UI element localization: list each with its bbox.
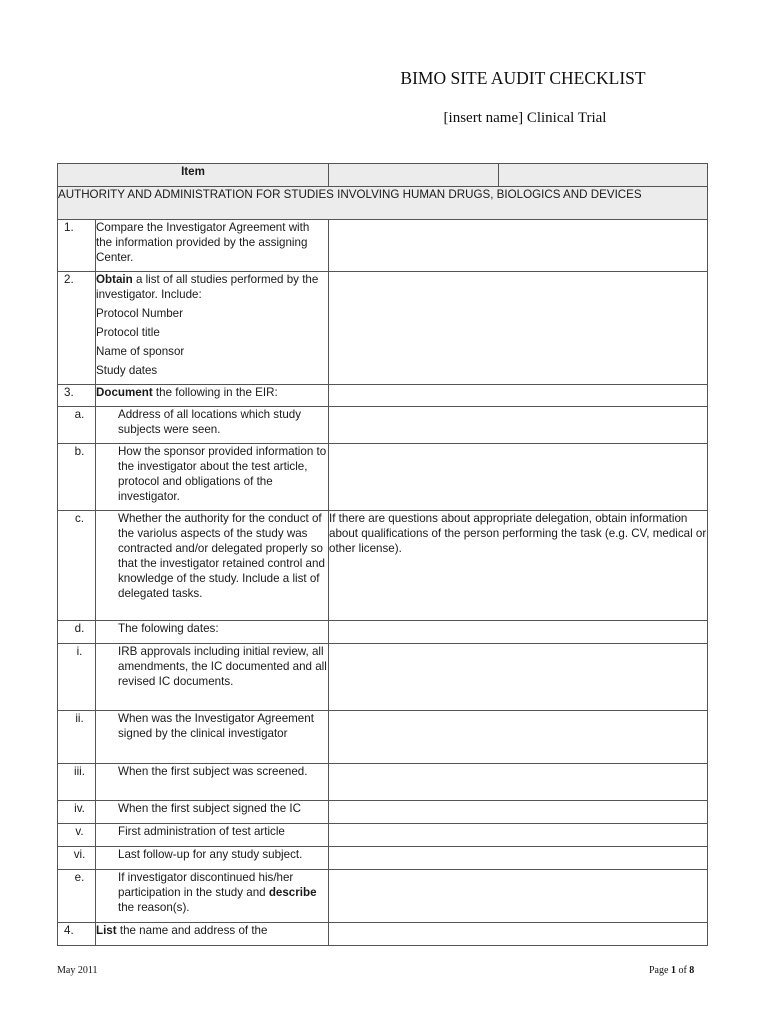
header-col3 <box>499 164 708 187</box>
row-note <box>329 870 708 923</box>
row-number: e. <box>58 870 96 923</box>
row-note: If there are questions about appropriate delegation, obtain information about qualifications of the person performing the task (e.g. CV, medical or other license). <box>329 511 708 621</box>
table-row <box>58 407 708 444</box>
section-row <box>58 187 708 220</box>
row-item-text <box>96 870 329 923</box>
row-bold-verb: describe <box>268 886 317 899</box>
footer-page-total: 8 <box>689 965 695 976</box>
table-row <box>58 644 708 711</box>
row-item-text: When the first subject was screened. <box>96 764 329 801</box>
row-item-text: When the first subject signed the IC <box>96 801 329 824</box>
table-row <box>58 870 708 923</box>
header-col2 <box>329 164 499 187</box>
row-item-text <box>96 385 329 407</box>
row-number: d. <box>58 621 96 644</box>
table-row <box>58 711 708 764</box>
footer-page-label: Page <box>649 965 669 976</box>
row-bold-verb: Obtain <box>96 273 133 286</box>
row-note <box>329 444 708 511</box>
row-lead-rest: the following in the EIR: <box>152 386 278 399</box>
row-item-text: When was the Investigator Agreement signed by the clinical investigator <box>96 711 329 764</box>
row-note <box>329 711 708 764</box>
table-row <box>58 621 708 644</box>
header-item: Item <box>58 164 329 187</box>
row-note <box>329 385 708 407</box>
row-item-text: Compare the Investigator Agreement with the information provided by the assigning Center. <box>96 220 329 272</box>
document-subtitle: [insert name] Clinical Trial <box>443 110 607 126</box>
row-text-pre: If investigator discontinued his/her participation in the study and <box>118 871 294 899</box>
row-note <box>329 621 708 644</box>
row-lead-rest: a list of all studies performed by the investigator. Include: <box>96 273 319 301</box>
row-bold-verb: Document <box>96 386 153 399</box>
table-row <box>58 444 708 511</box>
row-item-text <box>96 923 329 946</box>
row-note <box>329 923 708 946</box>
table-row <box>58 764 708 801</box>
row-subline: Study dates <box>96 364 158 377</box>
row-subline: Protocol Number <box>96 307 183 320</box>
footer-page-of: of <box>678 965 687 976</box>
row-item-text: IRB approvals including initial review, all amendments, the IC documented and all revised IC documents. <box>96 644 329 711</box>
row-bold-verb: List <box>96 924 117 937</box>
row-note <box>329 824 708 847</box>
row-subline: Protocol title <box>96 326 160 339</box>
table-row <box>58 511 708 621</box>
row-item-text: First administration of test article <box>96 824 329 847</box>
row-note <box>329 272 708 385</box>
footer-page-number <box>649 965 694 976</box>
row-note <box>329 764 708 801</box>
audit-checklist-table <box>57 163 708 946</box>
row-item-text: Whether the authority for the conduct of the variolus aspects of the study was contracted and/or delegated properly so that the investigator retained control and knowledge of the study. Include a list of delegated tasks. <box>96 511 329 621</box>
row-lead-rest: the name and address of the <box>116 924 268 937</box>
row-note <box>329 847 708 870</box>
document-title: BIMO SITE AUDIT CHECKLIST <box>400 68 646 88</box>
footer-page-current: 1 <box>670 965 676 976</box>
table-row <box>58 824 708 847</box>
table-header-row <box>58 164 708 187</box>
row-number: vi. <box>58 847 96 870</box>
table-row <box>58 923 708 946</box>
row-number: 3. <box>58 385 96 407</box>
row-item-text: The folowing dates: <box>96 621 329 644</box>
row-note <box>329 801 708 824</box>
footer-date: May 2011 <box>57 965 98 976</box>
table-row <box>58 220 708 272</box>
row-number: 4. <box>58 923 96 946</box>
table-row <box>58 847 708 870</box>
row-item-text: How the sponsor provided information to the investigator about the test article, protocol and obligations of the investigator. <box>96 444 329 511</box>
row-number: 1. <box>58 220 96 272</box>
row-number: i. <box>58 644 96 711</box>
row-note <box>329 220 708 272</box>
row-lead <box>96 272 328 302</box>
row-number: iv. <box>58 801 96 824</box>
row-item-text: Last follow-up for any study subject. <box>96 847 329 870</box>
row-number: iii. <box>58 764 96 801</box>
table-row <box>58 801 708 824</box>
row-number: c. <box>58 511 96 621</box>
row-number: ii. <box>58 711 96 764</box>
table-row <box>58 272 708 385</box>
row-number: b. <box>58 444 96 511</box>
row-number: v. <box>58 824 96 847</box>
row-note <box>329 407 708 444</box>
row-number: 2. <box>58 272 96 385</box>
row-lead-rest: the reason(s). <box>118 901 190 914</box>
row-number: a. <box>58 407 96 444</box>
section-title: AUTHORITY AND ADMINISTRATION FOR STUDIES INVOLVING HUMAN DRUGS, BIOLOGICS AND DEVICES <box>58 187 708 220</box>
row-item-text: Address of all locations which study subjects were seen. <box>96 407 329 444</box>
row-note <box>329 644 708 711</box>
row-subline: Name of sponsor <box>96 345 185 358</box>
row-item-text <box>96 272 329 385</box>
table-row <box>58 385 708 407</box>
